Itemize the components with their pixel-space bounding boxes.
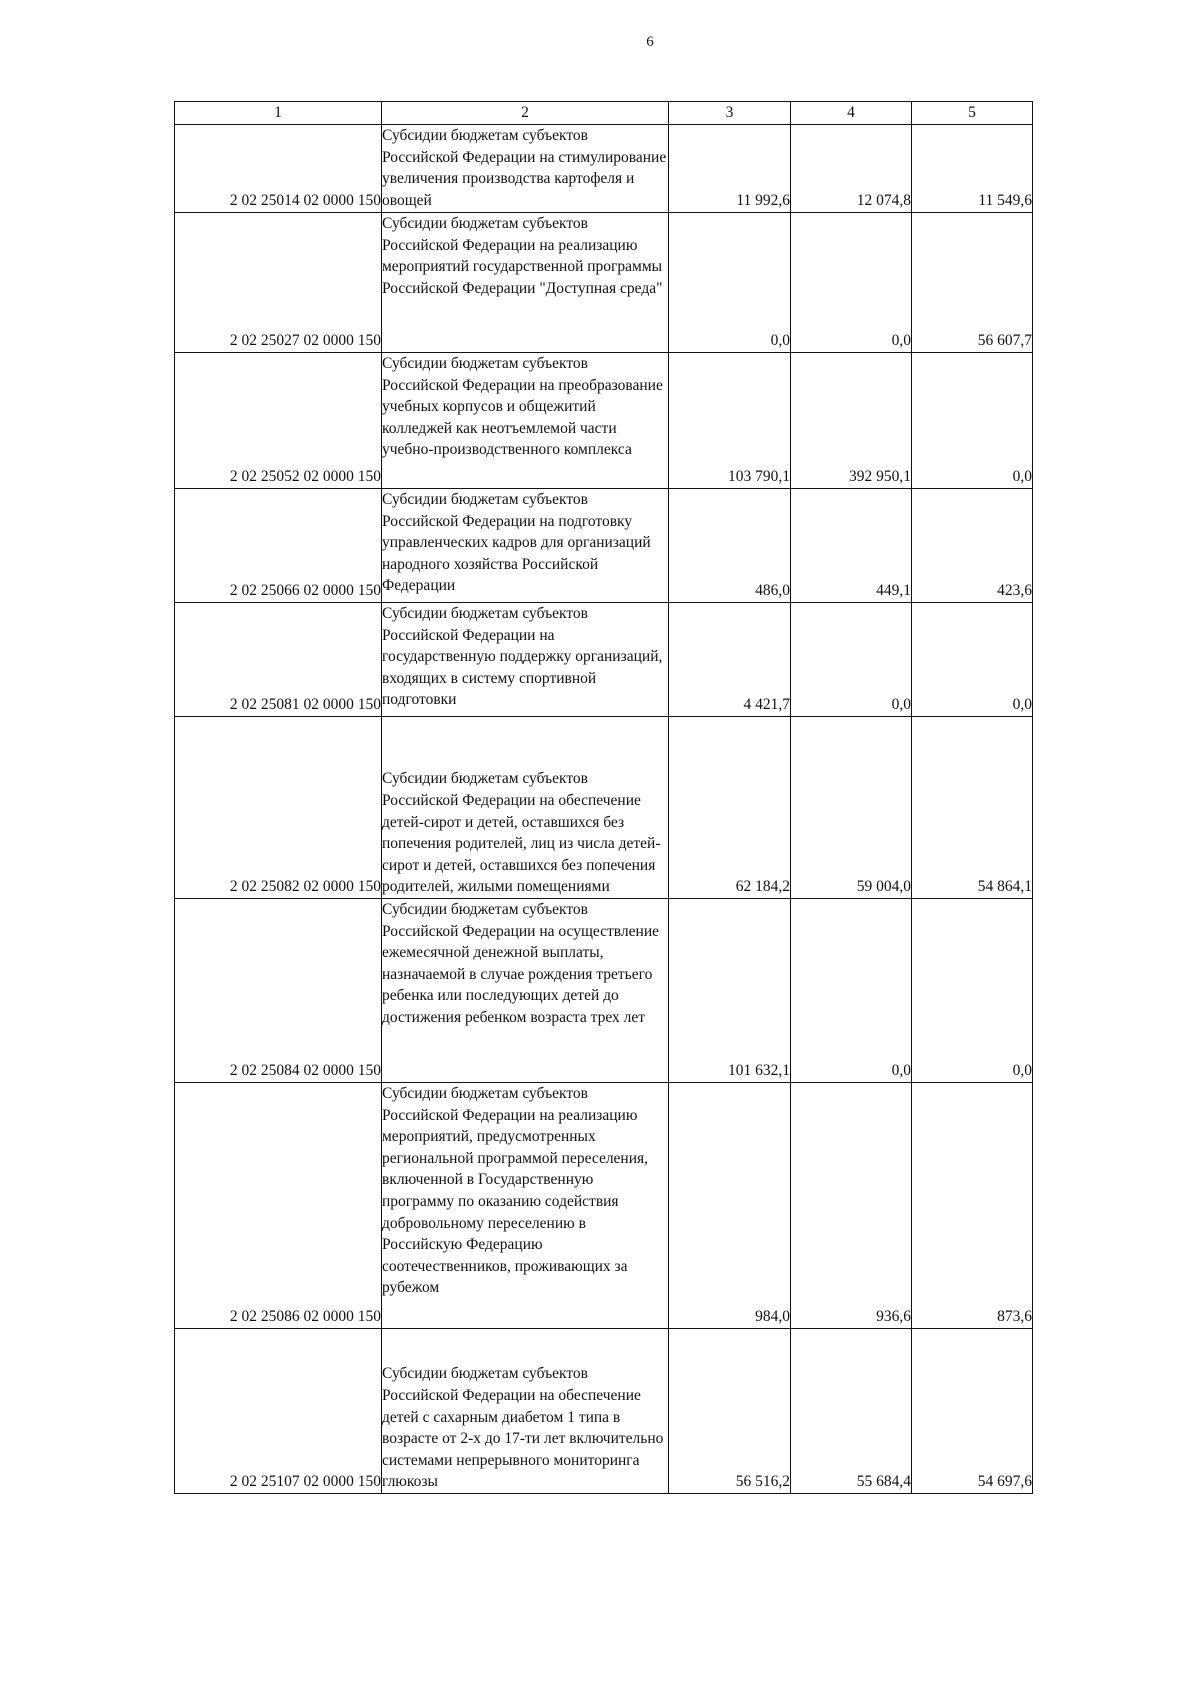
row-description: Субсидии бюджетам субъектов Российской Федерации на государственную поддержку организаций, входящих в систему спортивной подготовки	[382, 603, 669, 717]
value-col5: 0,0	[912, 899, 1033, 1083]
row-description: Субсидии бюджетам субъектов Российской Федерации на реализацию мероприятий, предусмотренных региональной программой переселения, включенной в Государственную программу по оказанию содействия добровольному переселению в Российскую Федерацию соотечественников, проживающих за рубежом	[382, 1083, 669, 1329]
table-row	[175, 125, 1033, 213]
column-header-3: 3	[669, 102, 791, 125]
table-row	[175, 213, 1033, 353]
table-row	[175, 489, 1033, 603]
budget-table	[174, 101, 1033, 1494]
value-col5: 56 607,7	[912, 213, 1033, 353]
value-col3: 62 184,2	[669, 717, 791, 899]
value-col5: 11 549,6	[912, 125, 1033, 213]
value-col3: 11 992,6	[669, 125, 791, 213]
value-col3: 0,0	[669, 213, 791, 353]
table-row	[175, 717, 1033, 899]
value-col3: 984,0	[669, 1083, 791, 1329]
column-header-2: 2	[382, 102, 669, 125]
value-col4: 936,6	[791, 1083, 912, 1329]
column-header-5: 5	[912, 102, 1033, 125]
value-col4: 0,0	[791, 899, 912, 1083]
value-col5: 873,6	[912, 1083, 1033, 1329]
value-col4: 12 074,8	[791, 125, 912, 213]
row-description	[382, 717, 669, 899]
budget-code: 2 02 25107 02 0000 150	[175, 1329, 382, 1494]
page-number: 6	[646, 34, 654, 50]
value-col5: 54 864,1	[912, 717, 1033, 899]
budget-code: 2 02 25027 02 0000 150	[175, 213, 382, 353]
column-header-4: 4	[791, 102, 912, 125]
budget-code: 2 02 25081 02 0000 150	[175, 603, 382, 717]
table-row	[175, 1329, 1033, 1494]
value-col4: 392 950,1	[791, 353, 912, 489]
value-col4: 449,1	[791, 489, 912, 603]
value-col4: 0,0	[791, 213, 912, 353]
value-col3: 56 516,2	[669, 1329, 791, 1494]
value-col3: 101 632,1	[669, 899, 791, 1083]
row-description: Субсидии бюджетам субъектов Российской Федерации на преобразование учебных корпусов и общежитий колледжей как неотъемлемой части учебно-производственного комплекса	[382, 353, 669, 489]
table-row	[175, 1083, 1033, 1329]
column-header-1: 1	[175, 102, 382, 125]
budget-code: 2 02 25052 02 0000 150	[175, 353, 382, 489]
row-description: Субсидии бюджетам субъектов Российской Федерации на стимулирование увеличения производства картофеля и овощей	[382, 125, 669, 213]
value-col5: 0,0	[912, 353, 1033, 489]
row-description-text: Субсидии бюджетам субъектов Российской Федерации на обеспечение детей-сирот и детей, оставшихся без попечения родителей, лиц из числа детей-сирот и детей, оставшихся без попечения родителей, жилыми помещениями	[382, 770, 661, 896]
row-description: Субсидии бюджетам субъектов Российской Федерации на реализацию мероприятий государственной программы Российской Федерации "Доступная среда"	[382, 213, 669, 353]
table-row	[175, 353, 1033, 489]
value-col3: 103 790,1	[669, 353, 791, 489]
value-col5: 0,0	[912, 603, 1033, 717]
budget-code: 2 02 25014 02 0000 150	[175, 125, 382, 213]
value-col5: 423,6	[912, 489, 1033, 603]
value-col4: 59 004,0	[791, 717, 912, 899]
budget-code: 2 02 25086 02 0000 150	[175, 1083, 382, 1329]
value-col3: 4 421,7	[669, 603, 791, 717]
budget-code: 2 02 25082 02 0000 150	[175, 717, 382, 899]
budget-code: 2 02 25066 02 0000 150	[175, 489, 382, 603]
row-description-text: Субсидии бюджетам субъектов Российской Федерации на обеспечение детей с сахарным диабетом 1 типа в возрасте от 2-х до 17-ти лет включительно системами непрерывного мониторинга глюкозы	[382, 1365, 664, 1491]
header-row	[175, 102, 1033, 125]
value-col4: 55 684,4	[791, 1329, 912, 1494]
row-description: Субсидии бюджетам субъектов Российской Федерации на подготовку управленческих кадров для организаций народного хозяйства Российской Федерации	[382, 489, 669, 603]
budget-code: 2 02 25084 02 0000 150	[175, 899, 382, 1083]
row-description	[382, 1329, 669, 1494]
value-col3: 486,0	[669, 489, 791, 603]
value-col5: 54 697,6	[912, 1329, 1033, 1494]
table-row	[175, 899, 1033, 1083]
row-description: Субсидии бюджетам субъектов Российской Федерации на осуществление ежемесячной денежной выплаты, назначаемой в случае рождения третьего ребенка или последующих детей до достижения ребенком возраста трех лет	[382, 899, 669, 1083]
value-col4: 0,0	[791, 603, 912, 717]
table-row	[175, 603, 1033, 717]
